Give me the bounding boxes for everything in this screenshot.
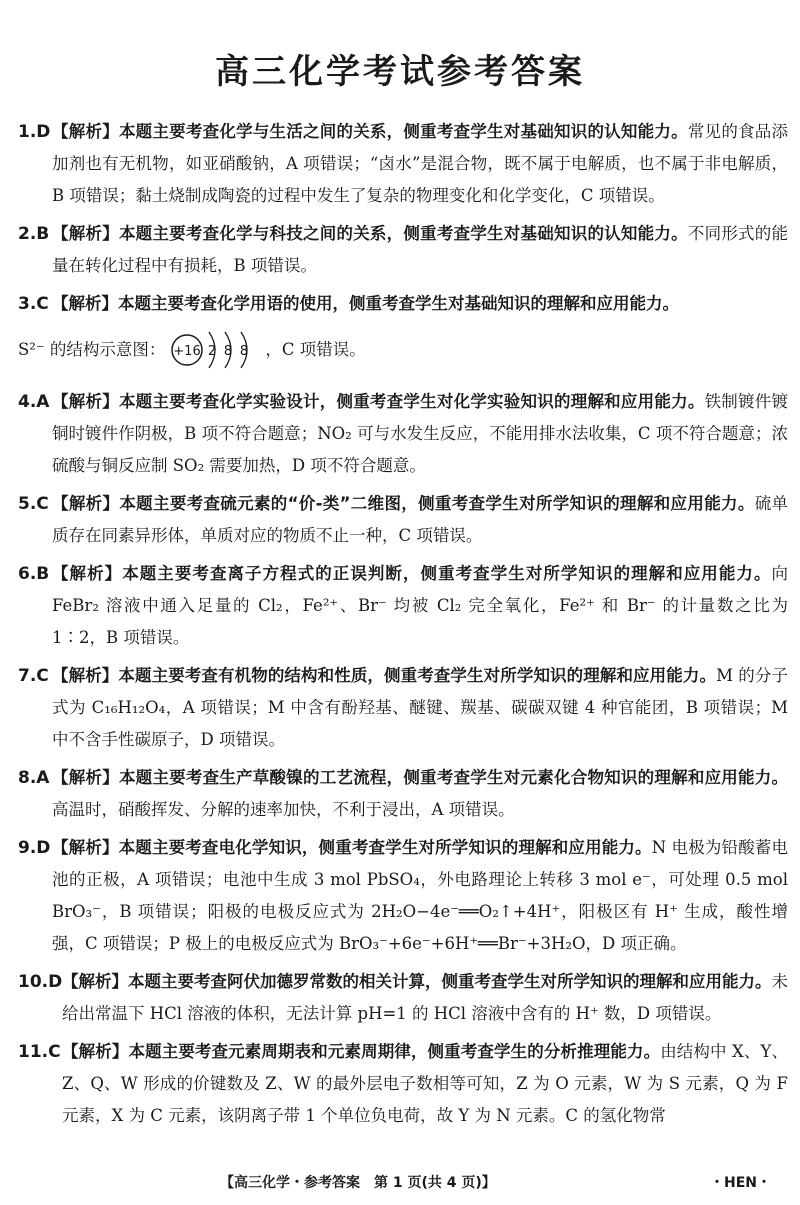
nucleus-charge: +16 xyxy=(173,344,202,359)
item-lead: 本题主要考查化学与科技之间的关系，侧重考查学生对基础知识的认知能力。 xyxy=(118,224,688,243)
answer-item-3 xyxy=(18,288,788,372)
item-body: 未给出常温下 HCl 溶液的体积，无法计算 pH=1 的 HCl 溶液中含有的 H⁺ 数，D 项错误。 xyxy=(62,972,788,1023)
item-body: 高温时，硝酸挥发、分解的速率加快，不利于浸出，A 项错误。 xyxy=(52,800,515,819)
answer-item-8 xyxy=(18,762,788,826)
answer-item-2 xyxy=(18,218,788,282)
analysis-tag: 【解析】 xyxy=(52,122,119,141)
item-number: 1.D xyxy=(18,122,51,142)
page-footer xyxy=(0,1172,800,1196)
page-title: 高三化学考试参考答案 xyxy=(215,52,585,92)
answer-item-4 xyxy=(18,386,788,482)
item-number: 6.B xyxy=(18,564,50,584)
structure-diagram-line xyxy=(18,328,788,372)
item-number: 3.C xyxy=(18,294,49,314)
item-body: 硫单质存在同素异形体，单质对应的物质不止一种，C 项错误。 xyxy=(52,494,789,545)
ion-structure-diagram xyxy=(169,328,261,372)
analysis-tag: 【解析】 xyxy=(52,564,123,583)
footer-code: ・HEN・ xyxy=(710,1175,771,1191)
answer-item-6 xyxy=(18,558,788,654)
answer-item-1 xyxy=(18,116,788,212)
analysis-tag: 【解析】 xyxy=(52,494,120,513)
item-lead: 本题主要考查化学用语的使用，侧重考查学生对基础知识的理解和应用能力。 xyxy=(118,294,679,313)
item-lead: 本题主要考查电化学知识，侧重考查学生对所学知识的理解和应用能力。 xyxy=(118,838,652,857)
shell-electrons-3: 8 xyxy=(240,344,249,359)
item-body: 由结构中 X、Y、Z、Q、W 形成的价键数及 Z、W 的最外层电子数相等可知，Z 为 O 元素，W 为 S 元素，Q 为 F 元素，X 为 C 元素，该阴离子带 1 个单位负电荷，故 Y 为 N 元素。C 的氢化物常 xyxy=(62,1042,789,1125)
answer-item-7 xyxy=(18,660,788,756)
analysis-tag: 【解析】 xyxy=(62,972,128,991)
analysis-tag: 【解析】 xyxy=(52,666,119,685)
item-number: 5.C xyxy=(18,494,49,514)
answer-item-9 xyxy=(18,832,788,960)
analysis-tag: 【解析】 xyxy=(52,392,119,411)
answer-list xyxy=(18,116,788,1138)
item-body: M 的分子式为 C₁₆H₁₂O₄，A 项错误；M 中含有酚羟基、醚键、羰基、碳碳双键 4 种官能团，B 项错误；M 中不含手性碳原子，D 项错误。 xyxy=(52,666,789,749)
item-body: N 电极为铅酸蓄电池的正极，A 项错误；电池中生成 3 mol PbSO₄，外电路理论上转移 3 mol e⁻，可处理 0.5 mol BrO₃⁻，B 项错误；阳极的电极反应式为 2H₂O−4e⁻══O₂↑+4H⁺，阳极区有 H⁺ 生成，酸性增强，C 项错误；P 极上的电极反应式为 BrO₃⁻+6e⁻+6H⁺══Br⁻+3H₂O，D 项正确。 xyxy=(52,838,789,953)
item-lead: 本题主要考查阿伏加德罗常数的相关计算，侧重考查学生对所学知识的理解和应用能力。 xyxy=(128,972,772,991)
item-number: 11.C xyxy=(18,1042,61,1062)
answer-item-5 xyxy=(18,488,788,552)
item-number: 4.A xyxy=(18,392,50,412)
answer-item-10 xyxy=(18,966,788,1030)
item-lead: 本题主要考查元素周期表和元素周期律，侧重考查学生的分析推理能力。 xyxy=(128,1042,661,1061)
item-lead: 本题主要考查有机物的结构和性质，侧重考查学生对所学知识的理解和应用能力。 xyxy=(118,666,717,685)
shell-electrons-1: 2 xyxy=(208,344,217,359)
item-body: 常见的食品添加剂也有无机物，如亚硝酸钠，A 项错误；“卤水”是混合物，既不属于电解质，也不属于非电解质，B 项错误；黏土烧制成陶瓷的过程中发生了复杂的物理变化和化学变化，C 项错误。 xyxy=(52,122,789,205)
shell-electrons-2: 8 xyxy=(224,344,233,359)
analysis-tag: 【解析】 xyxy=(52,768,119,787)
item-body: 向 FeBr₂ 溶液中通入足量的 Cl₂，Fe²⁺、Br⁻ 均被 Cl₂ 完全氧化，Fe²⁺ 和 Br⁻ 的计量数之比为 1∶2，B 项错误。 xyxy=(52,564,789,647)
footer-page-info: 【高三化学・参考答案 第 1 页(共 4 页)】 xyxy=(220,1175,496,1191)
item-lead: 本题主要考查化学与生活之间的关系，侧重考查学生对基础知识的认知能力。 xyxy=(118,122,688,141)
analysis-tag: 【解析】 xyxy=(52,224,119,243)
item-lead: 本题主要考查生产草酸镍的工艺流程，侧重考查学生对元素化合物知识的理解和应用能力。 xyxy=(118,768,789,787)
item-body: 不同形式的能量在转化过程中有损耗，B 项错误。 xyxy=(52,224,789,275)
answer-item-11 xyxy=(18,1036,788,1132)
item-lead: 本题主要考查化学实验设计，侧重考查学生对化学实验知识的理解和应用能力。 xyxy=(118,392,705,411)
item-lead: 本题主要考查硫元素的“价-类”二维图，侧重考查学生对所学知识的理解和应用能力。 xyxy=(119,494,755,513)
item-body: 铁制镀件镀铜时镀件作阴极，B 项不符合题意；NO₂ 可与水发生反应，不能用排水法收集，C 项不符合题意；浓硫酸与铜反应制 SO₂ 需要加热，D 项不符合题意。 xyxy=(52,392,789,475)
item-number: 8.A xyxy=(18,768,50,788)
item-number: 2.B xyxy=(18,224,50,244)
item-number: 10.D xyxy=(18,972,63,992)
analysis-tag: 【解析】 xyxy=(52,838,119,857)
item-number: 7.C xyxy=(18,666,49,686)
diagram-tail: ，C 项错误。 xyxy=(265,340,366,359)
item-lead: 本题主要考查离子方程式的正误判断，侧重考查学生对所学知识的理解和应用能力。 xyxy=(122,564,772,583)
analysis-tag: 【解析】 xyxy=(62,1042,129,1061)
item-number: 9.D xyxy=(18,838,51,858)
diagram-label: S²⁻ 的结构示意图： xyxy=(18,340,166,359)
analysis-tag: 【解析】 xyxy=(52,294,118,313)
